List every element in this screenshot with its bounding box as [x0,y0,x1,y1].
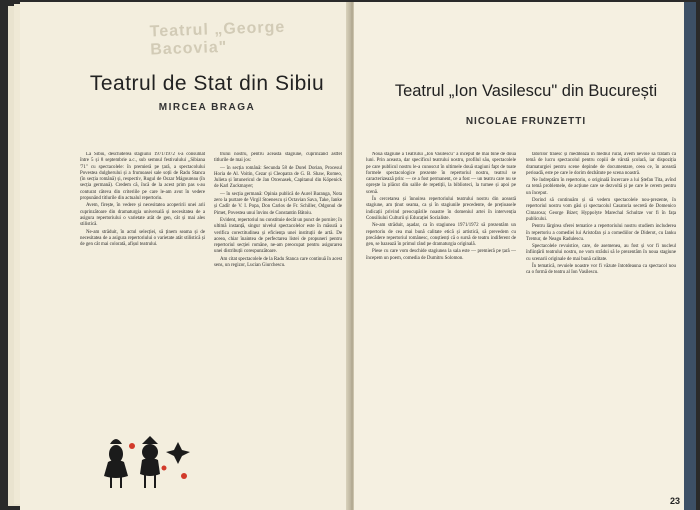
open-magazine [20,2,696,510]
paragraph: Avem, firește, în vedere și necesitatea acoperirii unei arii cuprinzătoare din dramaturgia universală și necesitatea de a asigura repertoriului o varietate atât de gen, cât și mai ales stilistică. [80,203,205,228]
paragraph: În tematică, revuiele noastre vor fi văzute întotdeauna ca spectacol nou ca o formă de teatru al Ion Vasilescu. [526,264,676,276]
right-column-1 [366,152,516,497]
left-column-1 [80,152,205,432]
paragraph: — în secția germană: Opinia publică de Aurel Baranga, Nota zero la purtare de Virgil Stoenescu și Octavian Sava, Take, Ianke și Cadîr de V. I. Popa, Don Carlos de Fr. Schiller, Odgonul de Pimet, Povestea unui învins de Constantin Bâtoiu. [214,191,342,216]
left-column-2 [214,152,342,497]
article-title-left: Teatrul de Stat din Sibiu [89,72,325,95]
paragraph: Ne-am străduit, așadar, ca în stagiunea 1971/1972 să prezentăm un repertoriu de cea mai bună calitate etică și artistică, să prevedem cu precădere repertoriul românesc, conștienți că o sursă de teatru indiferent de gen, se bazează în primul rând pe dramaturgia originală. [366,223,516,248]
paragraph: Ne-am străduit, în actul selecției, să ținem seama și de necesitatea de a asigura repertoriului o varietate atât stilistică și de gen cât mai colorată, afișul teatrului. [80,229,205,248]
article-author-right: NICOLAE FRUNZETTI [465,116,587,127]
page-number: 23 [669,496,680,506]
paragraph: Piese cu care vom deschide stagiunea la sala este — premieră pe țară — începem un poem, comedia de Dumitru Solomon. [366,249,516,261]
paragraph: Spectacolele revuistice, care, de asemenea, au fost și vor fi nucleul înființării teatrului nostru, ne vom strădui să le prezentăm în noua stagiune cu scenarii originale de mai bună calitate. [526,244,676,262]
paragraph: Am citat spectacolele de la Radu Stanca care continuă în acest sens, un regizor, Lucian Giurchescu. [214,256,342,269]
show-through-title: Teatrul „George Bacovia" [149,18,286,59]
left-page [20,2,350,510]
article-author-left: MIRCEA BRAGA [158,102,256,113]
theatre-figures-illustration [98,432,198,492]
paragraph: Dorind să continuăm și să vedem spectacolele nou-prezente, în repertoriul nostru vom găsi și spectacolul Casatoria secretă de Domenico Cimarosa; George Bizet; Hyppolyte Marechal Schultze vor fi în fața publicului. [526,198,676,222]
paragraph: trului nostru, pentru această stagiune, cuprinzând astfel titlurile de mai jos: [214,152,342,164]
paragraph: Noua stagiune a Teatrului „Ion Vasilescu" a început de mai bine de două luni. Prin aceasta, dar specificul teatrului nostru, profilul său, spectacolele pe care publicul nostru le-a cunoscut în ultimele două stagiuni fapt de toate formele spectacologice prezente în repertoriul nostru, teatrul se caracterizează prin: — ce a fost permanent, ce a fost — un teatru care nu se oprește la plăcut din salile de repetiții, la biblioteci, la turnee și apoi pe scenă. [366,152,516,195]
paragraph: Evident, repertoriul nu constituie decât un punct de pornire; în ultimă instanță, singur nivelul spectacolelor este în măsură a verifica corectitudinea și eficiența unei instituții de artă. De aceea, chiar înaintea de perfectarea listei de propuneri pentru repertoriul secției române, ne-am preocupat pentru asigurarea unei distribuții corespunzătoare. [214,217,342,255]
binding-edge [684,2,696,510]
right-column-2 [526,152,676,497]
paragraph: Pentru lărgirea sferei tematice a repertoriului nostru studiem includerea în repertoriu a comediei lui Aristofan și a comediilor de Diderot, cu Ianku Tremur, de Neagu Radulescu. [526,224,676,242]
paragraph: La Sibiu, deschiderea stagiunii 1971/1972 s-a consumat între 5 și 8 septembrie a.c., sub semnul festivalului „Sibiana '71" cu spectacolele: în premieră pe țară, a spectacolului Povestea dulgherului și a frumoasei sale soții de Radu Stanca (în secția română) și, respectiv, Rugul de Oszar Mágoureau (în secția germană). Credem că, încă de la acest prim pas s-au conturat câteva din criteriile pe care le-am avut în vedere propunând titlurile din actualul repertoriu. [80,152,205,202]
paragraph: Ne îndreptăm în repertoriu, o originală încercare a lui Ștefan Tita, avînd ca temă problemele, de acțiune care se dezvoltă și pe care le cerem pentru un început. [526,178,676,196]
paragraph: — în secția română: Secunda 58 de Dorel Dorian, Procesul Horia de Al. Voitin, Cezar și Cleopatra de G. B. Shaw, Romeo, Julieta și întunericul de Jan Otcenasek, Capitanul din Köpenick de Karl Zuckmayer; [214,165,342,190]
article-title-right: Teatrul „Ion Vasilescu" din București [394,82,658,100]
paragraph: În cercetarea și înnoirea repertoriului teatrului nostru din această stagiune, am ținut seama, ca și în stagiunile precedente, de prețioasele indicații privind preocupările noastre în domeniul artei în intervenția Consiliului Culturii și Educației Socialiste. [366,197,516,221]
paragraph: tatorilor trăiesc și meditează în mediul rural, avem nevoie să tratăm ca temă de lucru spectacolul pentru copiii de vârstă școlară, iar dispoziția dramaturgiei pentru scene depinde de documentare, ceea ce, în această perioadă, este pe care le dorim dezbătute pe scena noastră. [526,152,676,176]
right-page [354,2,696,510]
